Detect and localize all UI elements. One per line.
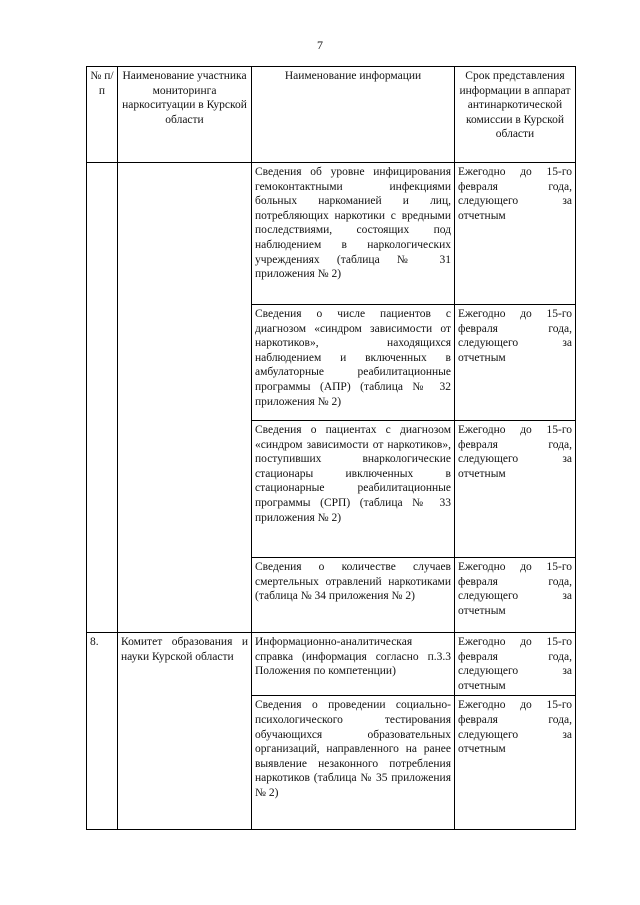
- header-term: Срок представления информации в аппарат антинаркотической комиссии в Курской области: [455, 67, 576, 163]
- cell-info: Сведения об уровне инфицирования гемоконтактными инфекциями больных наркоманией и лиц, потребляющих наркотики с вредными последствиями, состоящих под наблюдением в наркологических учреждениях (таблица № 31 приложения № 2): [252, 163, 455, 305]
- header-num: № п/п: [87, 67, 118, 163]
- cell-participant: [118, 163, 252, 633]
- table-row: [87, 163, 576, 305]
- cell-info: Сведения о проведении социально-психологического тестирования обучающихся образовательных организаций, направленного на ранее выявление незаконного потребления наркотиков (таблица № 35 приложения № 2): [252, 696, 455, 830]
- table-header-row: [87, 67, 576, 163]
- cell-num: 8.: [87, 633, 118, 830]
- table-row: [87, 633, 576, 696]
- cell-term: Ежегодно до 15-го февраля года, следующего за отчетным: [455, 305, 576, 421]
- cell-term: Ежегодно до 15-го февраля года, следующего за отчетным: [455, 163, 576, 305]
- cell-term: Ежегодно до 15-го февраля года, следующего за отчетным: [455, 421, 576, 558]
- cell-participant: Комитет образования и науки Курской области: [118, 633, 252, 830]
- cell-term: Ежегодно до 15-го февраля года, следующего за отчетным: [455, 633, 576, 696]
- header-participant: Наименование участника мониторинга наркоситуации в Курской области: [118, 67, 252, 163]
- cell-term: Ежегодно до 15-го февраля года, следующего за отчетным: [455, 558, 576, 633]
- cell-term: Ежегодно до 15-го февраля года, следующего за отчетным: [455, 696, 576, 830]
- cell-info: Информационно-аналитическая справка (информация согласно п.3.3 Положения по компетенции): [252, 633, 455, 696]
- cell-info: Сведения о числе пациентов с диагнозом «синдром зависимости от наркотиков», находящихся наблюдением и включенных в амбулаторные реабилитационные программы (АПР) (таблица № 32 приложения № 2): [252, 305, 455, 421]
- cell-info: Сведения о пациентах с диагнозом «синдром зависимости от наркотиков», поступивших внаркологические стационары ивключенных в стационарные реабилитационные программы (СРП) (таблица № 33 приложения № 2): [252, 421, 455, 558]
- monitoring-table: [86, 66, 576, 830]
- header-info: Наименование информации: [252, 67, 455, 163]
- cell-num: [87, 163, 118, 633]
- page-number: 7: [317, 38, 323, 52]
- cell-info: Сведения о количестве случаев смертельных отравлений наркотиками (таблица № 34 приложения № 2): [252, 558, 455, 633]
